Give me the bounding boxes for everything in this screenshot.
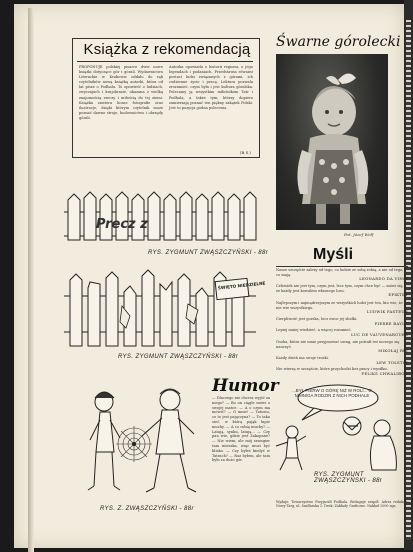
fence-sign: ŚWIĘTO NIEDZIELNE <box>217 280 266 291</box>
quote-item: Lepiej mniej wiedzieć, a więcej rozumieć. LUC DE VAUVENARGUES <box>276 328 408 337</box>
mysli-rule <box>276 266 408 267</box>
speech-bubble-text: ...BYŁ PIERW O GÓRĘ NIŻ W ROLI... O NIMNIGA RODZIN Z NICH PODHALE <box>292 388 372 398</box>
quote-item: Najlepszym i najmądrzejszym ze wszystkich ludzi jest ten, kto wie, że nie wie wszystkiego. LUDWIK PASTEUR <box>276 301 408 315</box>
book-column-right: Autorka opowiada o historii regionu, o jego legendach i podaniach. Przedstawia również postaci ludzi związanych z górami, ich codzienne życie i pracę. Lektura pozwala zrozumieć, czym była i jest kultura góralska. Polecamy ją wszystkim miłośnikom Tatr i Podhala, a także tym, którzy dopiero zamierzają poznać ten piękny zakątek Polski. Jest to pozycja godna polecenia. <box>169 65 253 110</box>
mysli-title: Myśli <box>313 246 354 263</box>
quote-item: Osoba, która nie umie przyjmować uwag, nie potrafi też niczego się nauczyć. MIKOŁAJ REJ <box>276 340 408 354</box>
newspaper-page <box>14 4 408 548</box>
quote-item: Nie wierzę w szczęście, które przychodzi bez pracy i wysiłku. FELIKS CHWALIBOG <box>276 367 408 376</box>
fence-graffiti: Precz z <box>96 217 148 232</box>
book-recommendation-box <box>72 38 260 158</box>
quote-item: Nasze szczęście zależy od tego, co ludzie ze sobą robią, a nie od tego, co mają. LEONARDO DA VINCI <box>276 268 408 282</box>
book-title-rule <box>77 61 253 62</box>
humor-text: — Dlaczego nie chcesz wyjść za niego? — Bo on ciągle mówi o swojej matce. — A o czym ma mówić? — O mnie! — Tatusiu, co to jest pajęczyna? — To taka sieć, w którą pająk łapie muchy. — A co robią muchy? — Latają, synku, latają... — Czy pan wie, gdzie jest Zakopane? — Nie wiem, ale mój szwagier tam mieszka, więc musi być blisko. — Czy byłeś kiedyś w Tatrach? — Raz byłem, ale tam było za dużo gór. <box>212 396 270 463</box>
book-signature: (B.S.) <box>239 150 251 155</box>
quote-item: Cierpliwość jest gorzka, lecz owoc jej słodki. PIERRE BAYLE <box>276 317 408 326</box>
fence1-caption: RYS. ZYGMUNT ZWĄSZCZYŃSKI - 88r <box>148 250 269 256</box>
fence-cartoon-2 <box>60 266 266 354</box>
humor2-caption: RYS. ZYGMUNT ZWĄSZCZYŃSKI - 88r <box>314 472 383 484</box>
humor-cartoon-1 <box>76 382 206 502</box>
girl-photo <box>276 54 388 230</box>
book-column-left: PROPONUJE polskiej pisarce dwie nowe książki dotyczące gór i górali. Wydawnictwo Literackie w Krakowie oddało do rąk czytelników nową książkę autorki, która od lat pisze o Podhalu. To opowieść o ludziach, zwyczajach i krajobrazie, ukazana z wielką znajomością rzeczy i miłością do tej ziemi. Książka zawiera liczne fotografie oraz ilustracje, dzięki którym czytelnik może poznać dawne stroje, budownictwo i obrzędy górali. <box>79 65 163 120</box>
book-title: Książka z rekomendacją <box>83 41 251 58</box>
humor-title: Humor <box>212 376 279 396</box>
quote-item: Każdy dzień ma swoje troski. LEW TOŁSTOJ <box>276 356 408 365</box>
fence2-caption: RYS. ZYGMUNT ZWĄSZCZYŃSKI - 88r <box>118 354 239 360</box>
fence-cartoon-1 <box>60 190 260 250</box>
goral-title: Śwarne górolecki <box>276 34 401 50</box>
girl-photo-drawing <box>276 54 388 230</box>
binding-shadow <box>28 8 34 552</box>
photo-caption: Fot. Józef Wolf <box>344 232 374 237</box>
publisher-note: Wydaje: Towarzystwo Przyjaciół Podhala. Redaguje zespół. Adres redakcji: Nowy Targ, ul. Szaflarska 1. Druk: Zakłady Graficzne. Nakład 2000 egz. <box>276 500 408 509</box>
humor1-caption: RYS. Z. ZWĄSZCZYŃSKI - 88r <box>100 506 194 512</box>
quote-item: Człowiek nie jest tym, czym jest, lecz tym, czym chce być — mówi się, że każdy jest kowalem własnego losu. EPIKTET <box>276 284 408 298</box>
